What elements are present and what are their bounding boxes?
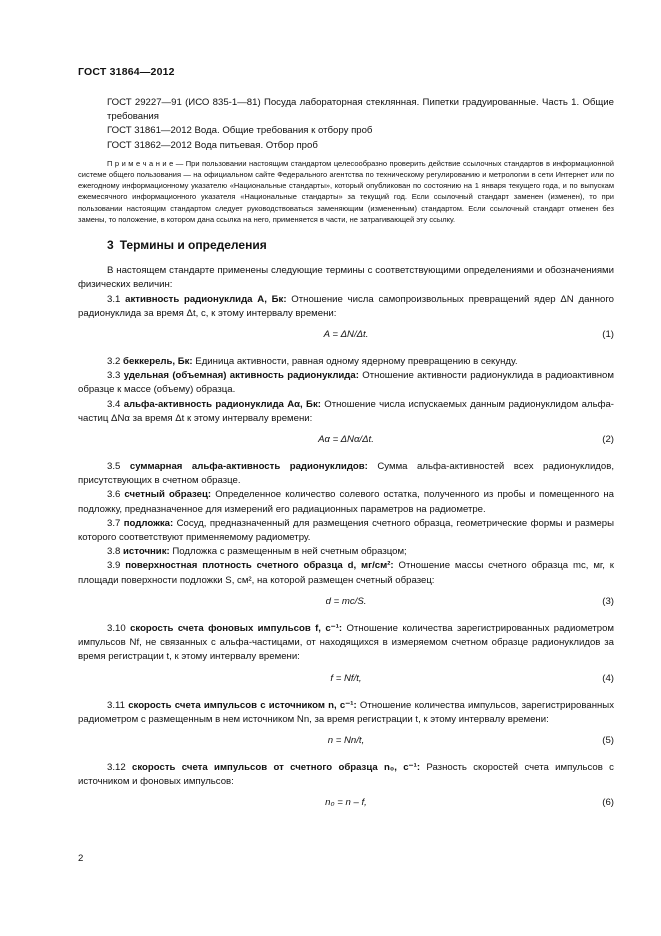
term-title: поверхностная плотность счетного образца d, мг/см²: xyxy=(125,560,394,572)
formula-number: (1) xyxy=(602,329,614,341)
note-text: При пользовании настоящим стандартом целесообразно проверить действие ссылочных стандартов в информационной системе общего пользования — на официальном сайте Федерального агентства по техническому регулированию и метрологии в сети Интернет или по ежегодному информационному указателю «Национальные стандарты», который опубликован по состоянию на 1 января текущего года, и по выпускам ежемесячного информационного указателя «Национальные стандарты» за текущий год. Если ссылочный стандарт заменен (изменен), то при пользовании настоящим стандартом следует руководствоваться заменяющим (измененным) стандартом. Если ссылочный стандарт отменен без замены, то положение, в котором дана ссылка на него, применяется в части, не затрагивающей эту ссылку. xyxy=(78,158,614,224)
page-number: 2 xyxy=(78,853,84,864)
formula-expression: d = mс/S. xyxy=(325,595,367,607)
term-title: скорость счета фоновых импульсов f, с⁻¹: xyxy=(130,622,343,634)
term-definition: Отношение массы счетного образца mс, мг, к площади поверхности подложки S, см², на которой размещен счетный образец: xyxy=(78,560,615,586)
term-3-2: 3.2 беккерель, Бк: Единица активности, равная одному ядерному превращению в секунду. xyxy=(107,356,518,368)
term-title: альфа-активность радионуклида Aα, Бк: xyxy=(123,398,321,410)
section-number: 3 xyxy=(107,238,114,253)
section-title: Термины и определения xyxy=(119,238,267,253)
formula-1 xyxy=(78,328,614,342)
term-3-4: 3.4 альфа-активность радионуклида Aα, Бк: Отношение числа испускаемых данным радионуклидом альфа-частиц ΔNα за время Δt к этому интервалу времени: xyxy=(78,398,614,424)
term-definition: Подложка с размещенным в ней счетным образцом; xyxy=(169,546,407,558)
term-definition: Отношение количества зарегистрированных радиометром импульсов Nf, не связанных с альфа-частицами, от находящихся в измеряемом счетном образце радионуклидов за время регистрации t, к этому интервалу времени: xyxy=(78,622,614,663)
term-title: беккерель, Бк: xyxy=(123,356,193,368)
term-definition: Отношение количества импульсов, зарегистрированных радиометром с размещенным в нем источником Nn, за время регистрации t, к этому интервалу времени: xyxy=(78,699,615,725)
formula-number: (6) xyxy=(602,797,614,809)
reference-item: ГОСТ 29227—91 (ИСО 835-1—81) Посуда лабораторная стеклянная. Пипетки градуированные. Часть 1. Общие требования xyxy=(107,97,614,123)
term-3-10: 3.10 скорость счета фоновых импульсов f, с⁻¹: Отношение количества зарегистрированных радиометром импульсов Nf, не связанных с альфа-частицами, от находящихся в измеряемом счетном образце радионуклидов за время регистрации t, к этому интервалу времени: xyxy=(78,622,614,663)
term-title: суммарная альфа-активность радионуклидов: xyxy=(129,461,368,473)
term-definition: Отношение числа испускаемых данным радионуклидом альфа-частиц ΔNα за время Δt к этому интервалу времени: xyxy=(78,398,614,424)
reference-item: ГОСТ 31861—2012 Вода. Общие требования к отбору проб xyxy=(107,125,373,137)
note-label: П р и м е ч а н и е — xyxy=(107,158,184,168)
formula-5 xyxy=(78,734,614,748)
formula-expression: n₀ = n – f, xyxy=(325,797,367,809)
term-title: скорость счета импульсов от счетного образца n₀, с⁻¹: xyxy=(132,761,421,773)
document-header: ГОСТ 31864—2012 xyxy=(78,66,175,78)
term-title: источник: xyxy=(123,546,170,558)
term-definition: Определенное количество солевого остатка, полученного из пробы и помещенного на подложку, предназначенное для измерений его радиационных параметров на радиометре. xyxy=(78,489,614,515)
term-definition: Сумма альфа-активностей всех радионуклидов, присутствующих в счетном образце. xyxy=(78,461,615,487)
formula-2 xyxy=(78,433,614,447)
term-3-12: 3.12 скорость счета импульсов от счетного образца n₀, с⁻¹: Разность скоростей счета импульсов с источником и фоновых импульсов: xyxy=(78,761,614,788)
formula-expression: f = Nf/t, xyxy=(330,672,362,684)
term-definition: Сосуд, предназначенный для размещения счетного образца, геометрические формы и размеры которого соответствуют применяемому радиометру. xyxy=(78,517,614,544)
term-definition: Отношение активности радионуклида в радиоактивном образце к массе (объему) образца. xyxy=(78,370,614,396)
term-3-7: 3.7 подложка: Сосуд, предназначенный для размещения счетного образца, геометрические формы и размеры которого соответствуют применяемому радиометру. xyxy=(78,517,614,544)
term-title: удельная (объемная) активность радионуклида: xyxy=(123,370,359,382)
formula-4 xyxy=(78,672,614,686)
term-3-6: 3.6 счетный образец: Определенное количество солевого остатка, полученного из пробы и помещенного на подложку, предназначенное для измерений его радиационных параметров на радиометре. xyxy=(78,489,614,515)
term-3-8: 3.8 источник: Подложка с размещенным в ней счетным образцом; xyxy=(107,546,407,558)
formula-number: (2) xyxy=(602,434,614,446)
formula-expression: n = Nn/t, xyxy=(327,734,365,746)
formula-6 xyxy=(78,796,614,810)
formula-expression: Aα = ΔNα/Δt. xyxy=(318,434,374,446)
formula-expression: A = ΔN/Δt. xyxy=(323,329,369,341)
document-body xyxy=(78,96,614,823)
reference-item: ГОСТ 31862—2012 Вода питьевая. Отбор проб xyxy=(107,139,318,151)
section-intro: В настоящем стандарте применены следующие термины с соответствующими определениями и обозначениями физических величин: xyxy=(78,265,614,291)
term-3-1: 3.1 активность радионуклида A, Бк: Отношение числа самопроизвольных превращений ядер ΔN данного радионуклида за время Δt, с, к этому интервалу времени: xyxy=(78,293,614,319)
term-3-11: 3.11 скорость счета импульсов с источником n, с⁻¹: Отношение количества импульсов, зарегистрированных радиометром с размещенным в нем источником Nn, за время регистрации t, к этому интервалу времени: xyxy=(78,699,615,725)
formula-number: (4) xyxy=(602,672,614,684)
formula-3 xyxy=(78,595,614,609)
term-definition: Единица активности, равная одному ядерному превращению в секунду. xyxy=(192,356,518,368)
term-title: активность радионуклида A, Бк: xyxy=(125,293,287,305)
term-definition: Разность скоростей счета импульсов с источником и фоновых импульсов: xyxy=(78,761,614,788)
term-title: подложка: xyxy=(123,517,174,529)
term-definition: Отношение числа самопроизвольных превращений ядер ΔN данного радионуклида за время Δt, с, к этому интервалу времени: xyxy=(78,293,614,319)
term-title: скорость счета импульсов с источником n, с⁻¹: xyxy=(128,699,357,711)
section-heading xyxy=(107,238,614,252)
term-3-9: 3.9 поверхностная плотность счетного образца d, мг/см²: Отношение массы счетного образца mс, мг, к площади поверхности подложки S, см², на которой размещен счетный образец: xyxy=(78,560,615,586)
formula-number: (5) xyxy=(602,734,614,746)
term-title: счетный образец: xyxy=(124,489,212,501)
note-paragraph xyxy=(78,158,614,225)
term-3-3: 3.3 удельная (объемная) активность радионуклида: Отношение активности радионуклида в радиоактивном образце к массе (объему) образца. xyxy=(78,370,614,396)
term-3-5: 3.5 суммарная альфа-активность радионуклидов: Сумма альфа-активностей всех радионуклидов, присутствующих в счетном образце. xyxy=(78,461,615,487)
formula-number: (3) xyxy=(602,595,614,607)
